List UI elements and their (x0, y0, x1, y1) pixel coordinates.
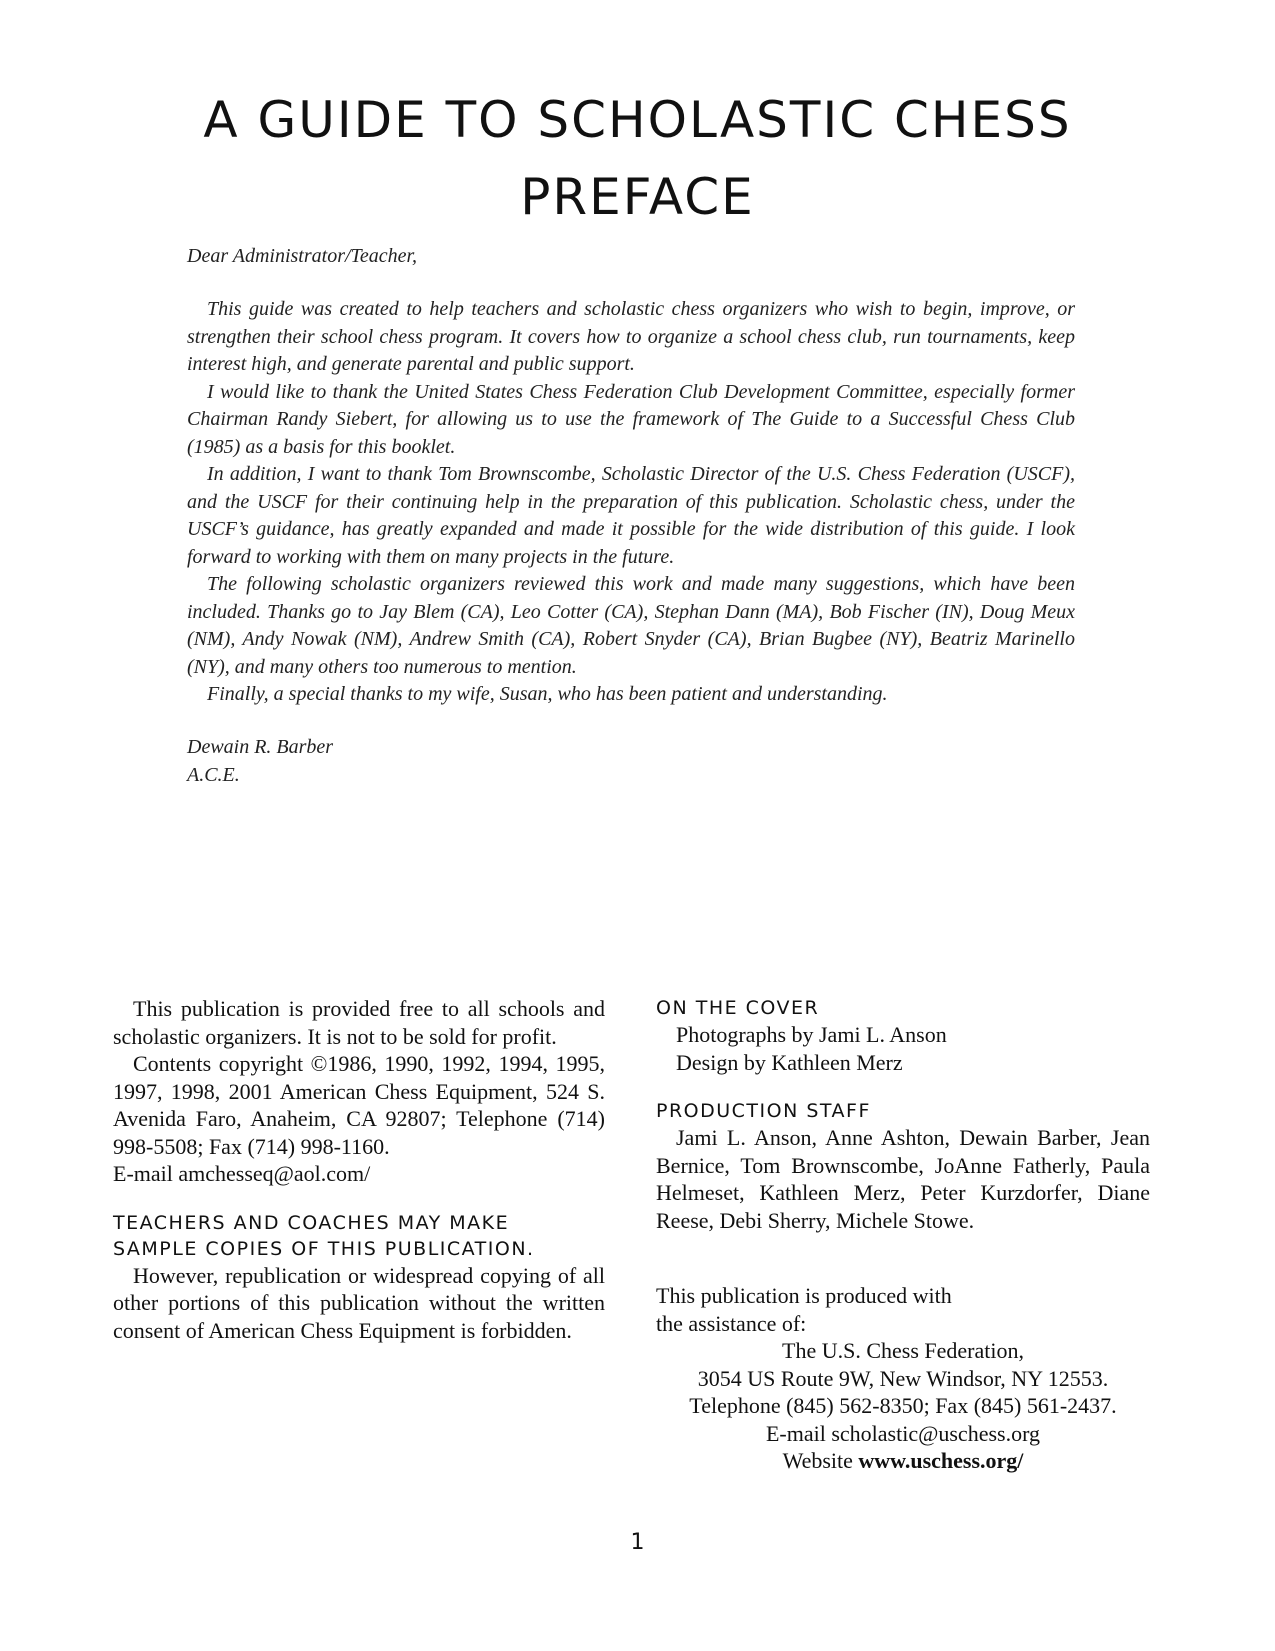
preface-paragraph: The following scholastic organizers reviewed this work and made many suggestions, which have been included. Thanks go to Jay Blem (CA), Leo Cotter (CA), Stephan Dann (MA), Bob Fischer (IN), Doug Meux (NM), Andy Nowak (NM), Andrew Smith (CA), Robert Snyder (CA), Brian Bugbee (NY), Beatriz Marinello (NY), and many others too numerous to mention. (187, 573, 1075, 678)
staff-heading: PRODUCTION STAFF (656, 1100, 871, 1122)
publisher-email: E-mail amchesseq@aol.com/ (113, 1161, 371, 1186)
preface-paragraph: This guide was created to help teachers and scholastic chess organizers who wish to begin, improve, or strengthen their school chess program. It covers how to organize a school chess club, run tournaments, keep interest high, and generate parental and public support. (187, 298, 1075, 375)
org-website (656, 1447, 1150, 1475)
org-email: E-mail scholastic@uschess.org (765, 1420, 1041, 1446)
cover-design-credit: Design by Kathleen Merz (676, 1049, 903, 1075)
website-label: Website (782, 1448, 853, 1473)
page-number: 1 (630, 1530, 645, 1555)
org-name: The U.S. Chess Federation, (782, 1338, 1024, 1363)
preface-body (187, 296, 1075, 709)
signature-name: Dewain R. Barber (187, 736, 334, 758)
credits-column (656, 995, 1150, 1475)
signature-title: A.C.E. (187, 763, 240, 786)
preface-paragraph: I would like to thank the United States Chess Federation Club Development Committee, especially former Chairman Randy Siebert, for allowing us to use the framework of The Guide to a Successful Chess Club (1985) as a basis for this booklet. (187, 380, 1075, 458)
staff-list: Jami L. Anson, Anne Ashton, Dewain Barber, Jean Bernice, Tom Brownscombe, JoAnne Fatherly, Paula Helmeset, Kathleen Merz, Peter Kurzdorfer, Diane Reese, Debi Sherry, Michele Stowe. (656, 1125, 1150, 1233)
copies-heading: TEACHERS AND COACHES MAY MAKE (113, 1211, 510, 1234)
assistance-line: This publication is produced with (656, 1283, 952, 1308)
document-title: A GUIDE TO SCHOLASTIC CHESS (203, 91, 1072, 149)
free-notice: This publication is provided free to all schools and scholastic organizers. It is not to be sold for profit. (113, 996, 605, 1049)
org-address: 3054 US Route 9W, New Windsor, NY 12553. (697, 1365, 1109, 1391)
publication-notice-column (113, 995, 605, 1344)
salutation: Dear Administrator/Teacher, (187, 245, 418, 267)
preface-paragraph: In addition, I want to thank Tom Brownscombe, Scholastic Director of the U.S. Chess Federation (USCF), and the USCF for their continuing help in the preparation of this publication. Scholastic chess, under the USCF’s guidance, has greatly expanded and made it possible for the wide distribution of this guide. I look forward to working with them on many projects in the future. (187, 463, 1075, 568)
copies-heading: SAMPLE COPIES OF THIS PUBLICATION. (113, 1237, 535, 1260)
copyright-notice: Contents copyright ©1986, 1990, 1992, 1994, 1995, 1997, 1998, 2001 American Chess Equipment, 524 S. Avenida Faro, Anaheim, CA 92807; Telephone (714) 998-5508; Fax (714) 998-1160. (113, 1051, 605, 1159)
cover-heading: ON THE COVER (656, 997, 820, 1019)
preface-paragraph: Finally, a special thanks to my wife, Susan, who has been patient and understanding. (207, 683, 888, 705)
copies-restriction: However, republication or widespread copying of all other portions of this publication without the written consent of American Chess Equipment is forbidden. (113, 1262, 605, 1343)
assistance-line: the assistance of: (656, 1310, 807, 1336)
signature-block (187, 734, 333, 789)
website-link[interactable]: www.uschess.org/ (858, 1448, 1024, 1473)
org-phone: Telephone (845) 562-8350; Fax (845) 561-2437. (689, 1393, 1117, 1418)
section-title: PREFACE (520, 168, 755, 226)
cover-photos-credit: Photographs by Jami L. Anson (676, 1022, 947, 1047)
